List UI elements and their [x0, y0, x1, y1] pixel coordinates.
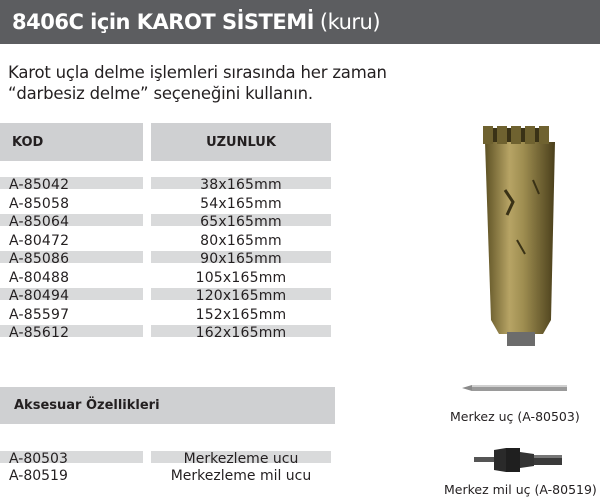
table-row — [0, 270, 335, 289]
accessories-header: Aksesuar Özellikleri — [0, 387, 335, 424]
row-length: 152x165mm — [195, 306, 287, 323]
row-code: A-85597 — [9, 306, 70, 323]
row-code: A-85064 — [9, 214, 70, 230]
page-title: 8406C için KAROT SİSTEMİ — [12, 10, 314, 34]
table-row — [0, 177, 335, 196]
row-code: A-80494 — [9, 288, 70, 304]
row-code: A-85042 — [9, 177, 70, 193]
table-row — [0, 214, 335, 233]
center-bit-image — [462, 382, 572, 394]
row-length: 65x165mm — [200, 214, 282, 230]
accessory-code: A-80503 — [9, 451, 68, 467]
row-length: 54x165mm — [200, 195, 282, 212]
row-code: A-85086 — [9, 251, 70, 267]
length-column-header: UZUNLUK — [151, 123, 331, 161]
accessory-description: Merkezleme ucu — [183, 451, 299, 467]
row-length: 80x165mm — [200, 232, 282, 249]
table-row — [0, 288, 335, 307]
row-code: A-80488 — [9, 269, 70, 286]
center-bit-caption: Merkez uç (A-80503) — [450, 409, 580, 424]
row-code: A-85612 — [9, 325, 70, 341]
intro-text — [8, 62, 428, 104]
table-row — [0, 451, 335, 468]
row-code: A-80472 — [9, 232, 70, 249]
row-length: 162x165mm — [195, 325, 287, 341]
table-row — [0, 196, 335, 215]
table-row — [0, 325, 335, 344]
core-bit-image — [465, 120, 575, 350]
center-shaft-bit-caption: Merkez mil uç (A-80519) — [444, 482, 597, 497]
row-length: 105x165mm — [195, 269, 287, 286]
accessory-code: A-80519 — [9, 468, 68, 484]
intro-line-1: Karot uçla delme işlemleri sırasında her zaman — [8, 63, 387, 82]
row-length: 120x165mm — [195, 288, 287, 304]
intro-line-2: “darbesiz delme” seçeneğini kullanın. — [8, 84, 313, 103]
center-shaft-bit-image — [474, 442, 564, 478]
table-row — [0, 468, 335, 485]
table-row — [0, 233, 335, 252]
title-bar — [0, 0, 600, 44]
page-subtitle: (kuru) — [319, 10, 381, 34]
row-length: 90x165mm — [200, 251, 282, 267]
table-row — [0, 251, 335, 270]
row-length: 38x165mm — [200, 177, 282, 193]
row-code: A-85058 — [9, 195, 70, 212]
table-row — [0, 307, 335, 326]
product-table — [0, 177, 335, 344]
accessory-description: Merkezleme mil ucu — [170, 468, 312, 484]
accessories-table — [0, 451, 335, 485]
code-column-header: KOD — [0, 123, 143, 161]
